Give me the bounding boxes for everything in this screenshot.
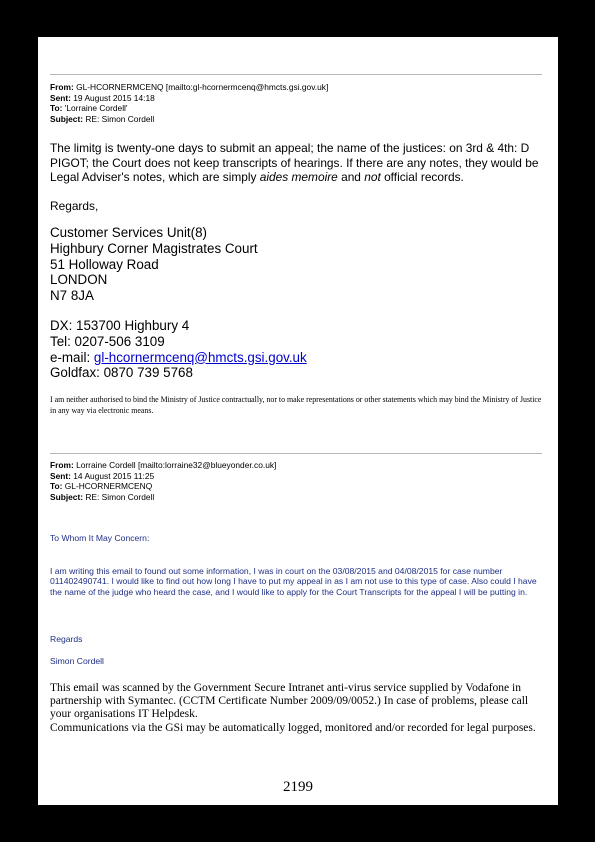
monitoring-notice-text: Communications via the GSi may be automatically logged, monitored and/or recorded for legal purposes. (50, 721, 536, 734)
sig-unit: Customer Services Unit(8) (50, 225, 208, 240)
contact-block (50, 318, 550, 381)
separator-line (50, 453, 542, 454)
email2-to-row (50, 481, 152, 491)
body-text: and (337, 170, 365, 185)
separator-line (50, 74, 542, 75)
to-label: To: (50, 103, 63, 113)
body-text: official records. (380, 170, 464, 185)
email2-sent-row (50, 471, 154, 481)
from-label: From: (50, 82, 74, 92)
email1-sent-row (50, 93, 155, 103)
tel-line: Tel: 0207-506 3109 (50, 333, 165, 349)
email-line (50, 350, 550, 366)
email2-from-row (50, 460, 276, 470)
scan-notice-text: This email was scanned by the Government Secure Intranet anti-virus service supplied by Vodafone in partnership with Symantec. (CCTM Certificate Number 2009/09/0052.) In case of problems, please call your organisations IT Helpdesk. (50, 682, 529, 721)
sent-label: Sent: (50, 470, 71, 481)
email2-subject-row (50, 492, 154, 502)
subject-value: RE: Simon Cordell (85, 491, 155, 502)
sent-value: 19 August 2015 14:18 (73, 92, 155, 103)
sent-value: 14 August 2015 11:25 (73, 470, 155, 481)
from-value: Lorraine Cordell [mailto:lorraine32@blueyonder.co.uk] (76, 460, 277, 470)
body-text: The limitg is twenty-one days to submit an appeal; the name of the justices: on 3rd & 4th: D PIGOT; the Court does not keep transcripts of hearings. If there are any notes, they would be Legal Adviser's notes, which are simply (50, 141, 539, 185)
dx-line: DX: 153700 Highbury 4 (50, 318, 190, 333)
signature-block (50, 225, 550, 304)
email-link[interactable]: gl-hcornermcenq@hmcts.gsi.gov.uk (93, 349, 307, 365)
goldfax-line: Goldfax: 0870 739 5768 (50, 365, 193, 381)
document-page (38, 37, 558, 805)
email2-name: Simon Cordell (50, 656, 104, 666)
subject-value: RE: Simon Cordell (85, 113, 155, 124)
email-label: e-mail: (50, 349, 94, 365)
gsi-scan-notice (50, 682, 550, 735)
email2-regards: Regards (50, 634, 83, 644)
email1-subject-row (50, 114, 154, 124)
disclaimer: I am neither authorised to bind the Ministry of Justice contractually, nor to make representations or other statements which may bind the Ministry of Justice in any way via electronic means. (50, 395, 542, 415)
to-label: To: (50, 481, 63, 491)
body-italic: not (364, 170, 381, 185)
email2-body: I am writing this email to found out some information, I was in court on the 03/08/2015 and 04/08/2015 for case number 011402490741. I would like to find out how long I have to put my appeal in as I am not use to this type of case. Also could I have the name of the judge who heard the case, and I would like to apply for the Court Transcripts for the appeal I will be putting in. (50, 566, 537, 597)
sig-street: 51 Holloway Road (50, 256, 159, 272)
to-value: GL-HCORNERMCENQ (64, 481, 153, 491)
to-value: 'Lorraine Cordell' (64, 103, 128, 113)
from-label: From: (50, 460, 74, 470)
subject-label: Subject: (50, 491, 84, 502)
sig-city: LONDON (50, 272, 108, 288)
email1-from-row (50, 82, 328, 92)
body-italic: aides memoire (259, 170, 338, 185)
from-value: GL-HCORNERMCENQ [mailto:gl-hcornermcenq@hmcts.gsi.gov.uk] (76, 82, 329, 92)
page-number: 2199 (283, 779, 313, 795)
email1-regards: Regards, (50, 199, 99, 213)
subject-label: Subject: (50, 113, 84, 124)
sig-postcode: N7 8JA (50, 288, 94, 304)
email1-to-row (50, 103, 128, 113)
email2-greeting: To Whom It May Concern: (50, 533, 150, 543)
sent-label: Sent: (50, 92, 71, 103)
email1-body (50, 141, 547, 185)
sig-court: Highbury Corner Magistrates Court (50, 240, 258, 256)
